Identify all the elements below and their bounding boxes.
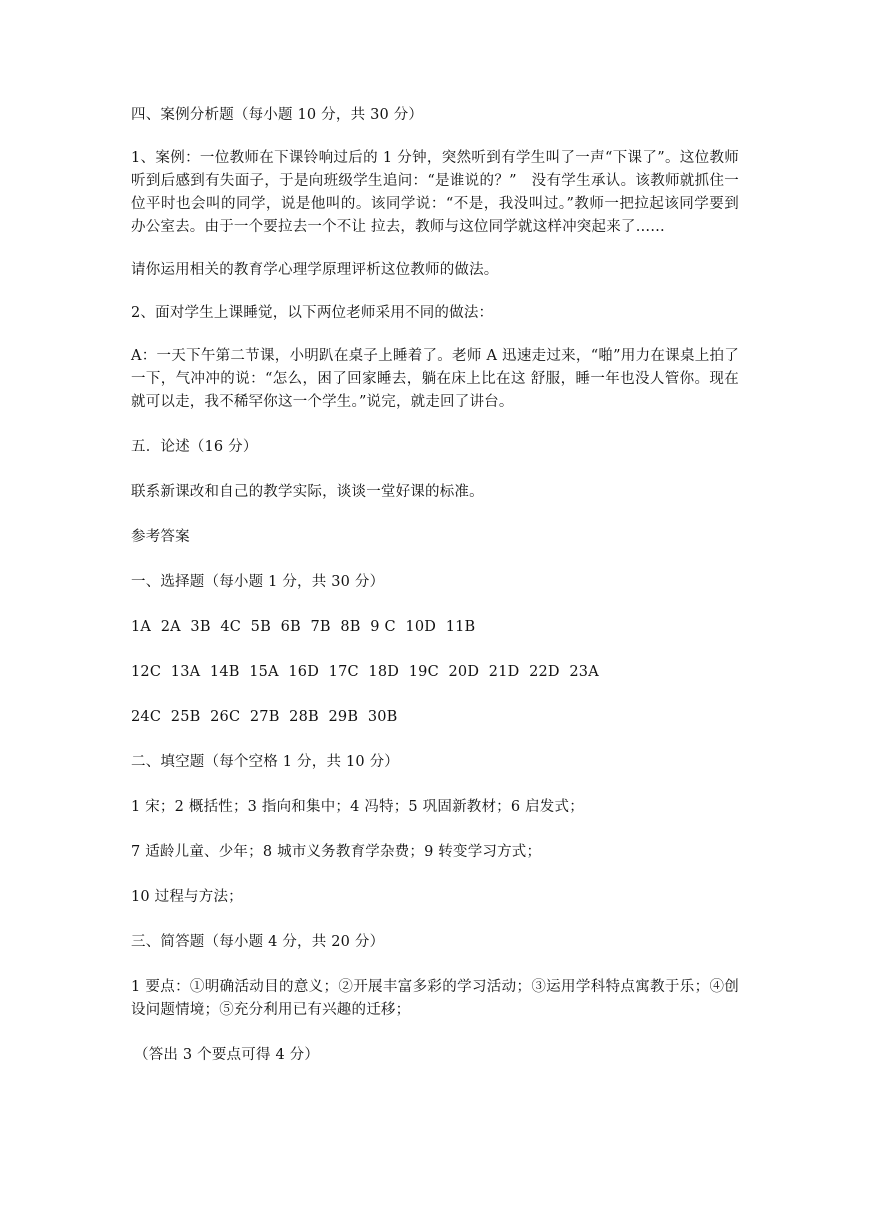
section5-prompt: 联系新课改和自己的教学实际，谈谈一堂好课的标准。: [131, 484, 484, 500]
answers-title: 参考答案: [131, 529, 190, 545]
q2-option-a: A：一天下午第二节课，小明趴在桌子上睡着了。老师 A 迅速走过来，“啪”用力在课桌上拍了一下，气冲冲的说：“怎么，困了回家睡去，躺在床上比在这 舒服，睡一年也没人管你。现在就可以走，我不稀罕你这一个学生。”说完，就走回了讲台。: [131, 348, 739, 410]
q1-case-text: 1、案例：一位教师在下课铃响过后的 1 分钟，突然听到有学生叫了一声“下课了”。这位教师听到后感到有失面子，于是向班级学生追问：“是谁说的？” 没有学生承认。该教师就抓住一位平时也会叫的同学，说是他叫的。该同学说：“不是，我没叫过。”教师一把拉起该同学要到办公室去。由于一个要拉去一个不让 拉去，教师与这位同学就这样冲突起来了……: [131, 150, 739, 235]
choice-heading: 一、选择题（每小题 1 分，共 30 分）: [131, 574, 385, 590]
section5-heading: 五．论述（16 分）: [131, 439, 258, 455]
choice-answers-line-3: 24C 25B 26C 27B 28B 29B 30B: [131, 709, 398, 725]
short-answer-q1: 1 要点：①明确活动目的意义；②开展丰富多彩的学习活动；③运用学科特点寓教于乐；④创设问题情境；⑤充分利用已有兴趣的迁移；: [131, 979, 739, 1018]
short-answer-q1-note: （答出 3 个要点可得 4 分）: [134, 1047, 320, 1063]
fill-heading: 二、填空题（每个空格 1 分，共 10 分）: [131, 754, 400, 770]
document-page: [131, 104, 739, 1067]
q2-intro: 2、面对学生上课睡觉，以下两位老师采用不同的做法：: [131, 305, 494, 321]
short-answer-heading: 三、简答题（每小题 4 分，共 20 分）: [131, 934, 385, 950]
fill-answers-line-2: 7 适龄儿童、少年；8 城市义务教育学杂费；9 转变学习方式；: [131, 844, 542, 860]
fill-answers-line-1: 1 宋；2 概括性；3 指向和集中；4 冯特；5 巩固新教材；6 启发式；: [131, 799, 584, 815]
choice-answers-line-1: 1A 2A 3B 4C 5B 6B 7B 8B 9 C 10D 11B: [131, 619, 476, 635]
fill-answers-line-3: 10 过程与方法；: [131, 889, 243, 905]
choice-answers-line-2: 12C 13A 14B 15A 16D 17C 18D 19C 20D 21D 22D 23A: [131, 664, 599, 680]
q1-prompt: 请你运用相关的教育学心理学原理评析这位教师的做法。: [131, 262, 499, 278]
section4-heading: 四、案例分析题（每小题 10 分，共 30 分）: [131, 107, 424, 123]
